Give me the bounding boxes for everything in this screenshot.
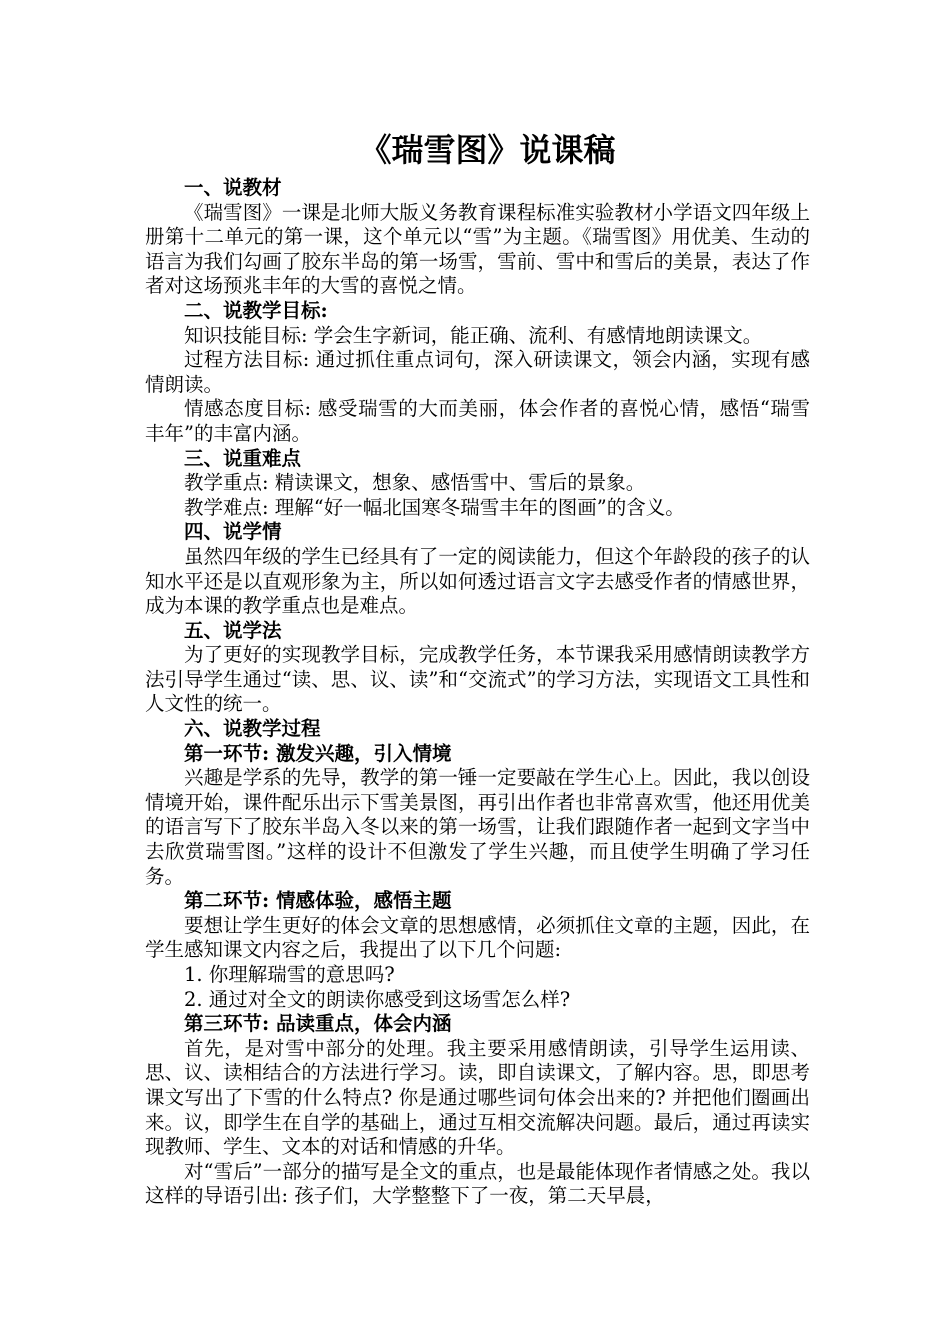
section-heading: 第二环节: 情感体验，感悟主题 (184, 889, 452, 913)
paragraph: 虽然四年级的学生已经具有了一定的阅读能力，但这个年龄段的孩子的认知水平还是以直观形象为主，所以如何透过语言文字去感受作者的情感世界，成为本课的教学重点也是难点。 (145, 544, 810, 618)
paragraph: 要想让学生更好的体会文章的思想感情，必须抓住文章的主题，因此，在学生感知课文内容之后，我提出了以下几个问题: (145, 913, 810, 962)
section-heading: 第一环节: 激发兴趣，引入情境 (184, 741, 452, 765)
paragraph: 兴趣是学系的先导，教学的第一锤一定要敲在学生心上。因此，我以创设情境开始，课件配乐出示下雪美景图，再引出作者也非常喜欢雪，他还用优美的语言写下了胶东半岛入冬以来的第一场雪，让我们跟随作者一起到文字当中去欣赏瑞雪图。”这样的设计不但激发了学生兴趣，而且使学生明确了学习任务。 (145, 766, 810, 888)
section-heading: 第三环节: 品读重点，体会内涵 (184, 1012, 452, 1036)
document-body (145, 176, 810, 1209)
section-heading: 二、说教学目标: (184, 298, 328, 322)
document-title: 《瑞雪图》说课稿 (359, 131, 616, 169)
paragraph: 教学重点: 精读课文，想象、感悟雪中、雪后的景象。 (184, 471, 646, 495)
paragraph: 知识技能目标: 学会生字新词，能正确、流利、有感情地朗读课文。 (184, 323, 763, 347)
document-page (145, 128, 810, 1209)
section-heading: 四、说学情 (184, 520, 282, 544)
section-heading: 六、说教学过程 (184, 717, 321, 741)
paragraph: 为了更好的实现教学目标，完成教学任务，本节课我采用感情朗读教学方法引导学生通过“读、思、议、读”和“交流式”的学习方法，实现语文工具性和人文性的统一。 (145, 643, 810, 716)
paragraph: 教学难点: 理解“好一幅北国寒冬瑞雪丰年的图画”的含义。 (184, 495, 685, 519)
paragraph: 过程方法目标: 通过抓住重点词句，深入研读课文，领会内涵，实现有感情朗读。 (145, 348, 810, 396)
list-item: 1. 你理解瑞雪的意思吗? (184, 963, 395, 986)
section-heading: 三、说重难点 (184, 446, 302, 470)
paragraph: 首先，是对雪中部分的处理。我主要采用感情朗读，引导学生运用读、思、议、读相结合的方法进行学习。读，即自读课文，了解内容。思，即思考课文写出了下雪的什么特点? 你是通过哪些词句体会出来的? 并把他们圈画出来。议，即学生在自学的基础上，通过互相交流解决问题。最后，通过再读实现教师、学生、文本的对话和情感的升华。 (145, 1036, 810, 1159)
paragraph: 《瑞雪图》一课是北师大版义务教育课程标准实验教材小学语文四年级上册第十二单元的第一课，这个单元以“雪”为主题。《瑞雪图》用优美、生动的语言为我们勾画了胶东半岛的第一场雪，雪前、雪中和雪后的美景，表达了作者对这场预兆丰年的大雪的喜悦之情。 (145, 200, 810, 298)
section-heading: 一、说教材 (184, 176, 282, 199)
section-heading: 五、说学法 (184, 618, 282, 642)
paragraph: 情感态度目标: 感受瑞雪的大而美丽，体会作者的喜悦心情，感悟“瑞雪丰年”的丰富内涵。 (145, 397, 810, 445)
list-item: 2. 通过对全文的朗读你感受到这场雪怎么样? (184, 987, 571, 1011)
paragraph: 对“雪后”一部分的描写是全文的重点，也是最能体现作者情感之处。我以这样的导语引出: 孩子们，大学整整下了一夜，第二天早晨， (145, 1159, 810, 1208)
